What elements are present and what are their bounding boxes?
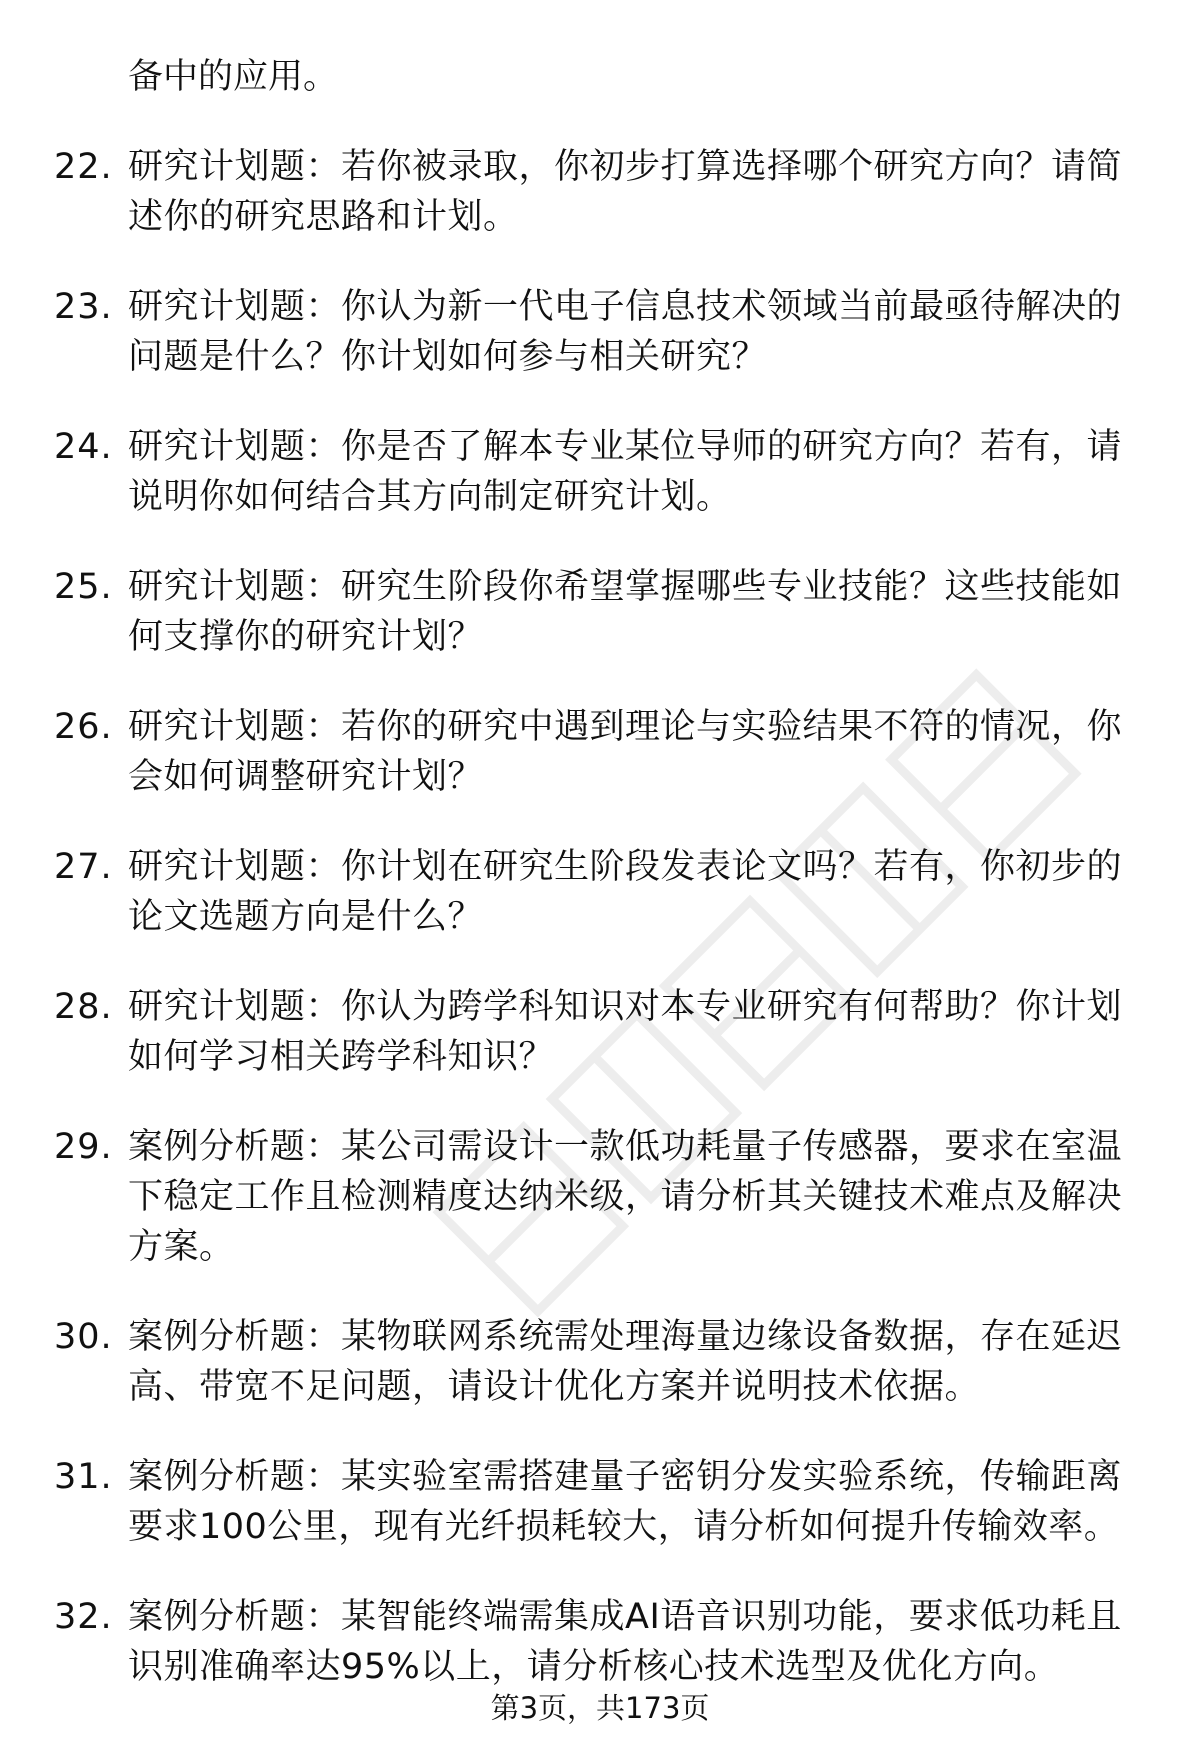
question-line: 识别准确率达95%以上，请分析核心技术选型及优化方向。 bbox=[128, 1647, 1060, 1687]
question-number: 22. bbox=[54, 147, 113, 187]
question-text bbox=[128, 842, 1138, 942]
question-text bbox=[128, 562, 1138, 662]
question-line: 下稳定工作且检测精度达纳米级，请分析其关键技术难点及解决 bbox=[128, 1177, 1123, 1217]
question-text bbox=[128, 1592, 1138, 1692]
question-item bbox=[0, 422, 1200, 522]
question-number: 26. bbox=[54, 707, 113, 747]
question-item bbox=[0, 1452, 1200, 1552]
question-line: 研究计划题：你计划在研究生阶段发表论文吗？若有，你初步的 bbox=[128, 847, 1123, 887]
question-line: 研究计划题：你是否了解本专业某位导师的研究方向？若有，请 bbox=[128, 427, 1123, 467]
question-line: 研究计划题：研究生阶段你希望掌握哪些专业技能？这些技能如 bbox=[128, 567, 1123, 607]
question-item bbox=[0, 142, 1200, 242]
question-text bbox=[128, 1452, 1138, 1552]
question-line: 研究计划题：你认为跨学科知识对本专业研究有何帮助？你计划 bbox=[128, 987, 1123, 1027]
question-line: 方案。 bbox=[128, 1227, 235, 1267]
question-line: 案例分析题：某公司需设计一款低功耗量子传感器，要求在室温 bbox=[128, 1127, 1123, 1167]
question-line: 研究计划题：你认为新一代电子信息技术领域当前最亟待解决的 bbox=[128, 287, 1123, 327]
question-item bbox=[0, 1312, 1200, 1412]
question-number: 31. bbox=[54, 1457, 113, 1497]
question-line: 研究计划题：若你的研究中遇到理论与实验结果不符的情况，你 bbox=[128, 707, 1123, 747]
question-number: 29. bbox=[54, 1127, 113, 1167]
question-line: 会如何调整研究计划？ bbox=[128, 757, 484, 797]
page-footer: 第3页，共173页 bbox=[490, 1691, 710, 1725]
question-text bbox=[128, 142, 1138, 242]
question-item bbox=[0, 842, 1200, 942]
question-item bbox=[0, 702, 1200, 802]
question-text bbox=[128, 982, 1138, 1082]
question-line: 问题是什么？你计划如何参与相关研究？ bbox=[128, 337, 768, 377]
question-number: 23. bbox=[54, 287, 113, 327]
question-text bbox=[128, 282, 1138, 382]
question-line: 案例分析题：某智能终端需集成AI语音识别功能，要求低功耗且 bbox=[128, 1597, 1122, 1637]
question-line: 述你的研究思路和计划。 bbox=[128, 197, 519, 237]
question-item bbox=[0, 1592, 1200, 1692]
question-item bbox=[0, 282, 1200, 382]
question-number: 30. bbox=[54, 1317, 113, 1357]
question-text bbox=[128, 1312, 1138, 1412]
question-text bbox=[128, 702, 1138, 802]
question-number: 32. bbox=[54, 1597, 113, 1637]
question-number: 25. bbox=[54, 567, 113, 607]
question-list bbox=[0, 142, 1200, 1732]
question-number: 24. bbox=[54, 427, 113, 467]
question-number: 27. bbox=[54, 847, 113, 887]
question-text bbox=[128, 1122, 1138, 1272]
question-number: 28. bbox=[54, 987, 113, 1027]
question-line: 说明你如何结合其方向制定研究计划。 bbox=[128, 477, 732, 517]
question-line: 案例分析题：某物联网系统需处理海量边缘设备数据，存在延迟 bbox=[128, 1317, 1123, 1357]
question-item bbox=[0, 982, 1200, 1082]
question-line: 案例分析题：某实验室需搭建量子密钥分发实验系统，传输距离 bbox=[128, 1457, 1123, 1497]
question-line: 要求100公里，现有光纤损耗较大，请分析如何提升传输效率。 bbox=[128, 1507, 1120, 1547]
question-item bbox=[0, 562, 1200, 662]
question-line: 高、带宽不足问题，请设计优化方案并说明技术依据。 bbox=[128, 1367, 981, 1407]
continuation-text: 备中的应用。 bbox=[128, 57, 339, 97]
question-line: 何支撑你的研究计划？ bbox=[128, 617, 484, 657]
question-line: 论文选题方向是什么？ bbox=[128, 897, 484, 937]
question-line: 研究计划题：若你被录取，你初步打算选择哪个研究方向？请简 bbox=[128, 147, 1123, 187]
question-item bbox=[0, 1122, 1200, 1272]
question-text bbox=[128, 422, 1138, 522]
question-line: 如何学习相关跨学科知识？ bbox=[128, 1037, 555, 1077]
